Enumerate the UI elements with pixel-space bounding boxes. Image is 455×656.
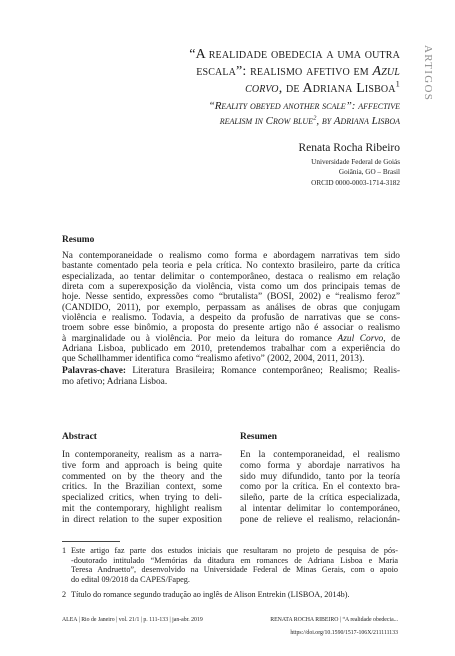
abstract-line: que Schøllhammer identifica como “realismo afetivo” (2002, 2004, 2011, 2013). [62, 354, 365, 365]
abstract-es-line: pone de relieve el realismo, relacionán- [240, 514, 400, 525]
abstract-line: (CANDIDO, 2011), por exemplo, perpassam as análises de obras que conjugam [62, 302, 400, 313]
abstract-text: , de [383, 333, 400, 344]
subtitle-line: “Reality obeyed another scale”: affective [208, 99, 400, 112]
abstract-es-line: como forma y abordaje narrativos ha [240, 460, 400, 471]
article-english-title [120, 99, 400, 129]
abstract-en-line: commented on by the theory and the [62, 471, 222, 482]
abstract-es-line: como por la crítica. En el contexto bra- [240, 482, 400, 493]
footnote-number: 2 [62, 590, 67, 599]
affiliation-orcid: ORCID 0000-0003-1714-3182 [311, 178, 400, 187]
footnote-1 [71, 546, 398, 584]
keywords [62, 366, 400, 387]
abstract-novel-name: Azul Corvo [337, 333, 384, 344]
affiliation-institution: Universidade Federal de Goiás [311, 157, 400, 166]
abstract-line: especializada, ao tentar delimitar o contemporâneo, destaca o realismo em relação [62, 271, 400, 282]
abstract-en-heading: Abstract [62, 432, 97, 442]
abstract-line [62, 334, 400, 344]
abstract-line: Adriana Lisboa, publicado em 2010, pretendemos trabalhar com a experiência do [62, 344, 400, 355]
abstract-es-line: sido muy difundido, tanto por la teoría [240, 471, 400, 482]
footnote-line: Teresa Andruetto”, desenvolvido na Universidade Federal de Minas Gerais, com o apoio [71, 565, 398, 575]
section-label: ARTIGOS [422, 45, 434, 102]
abstract-pt-body [62, 251, 400, 365]
abstract-en-line: specialized critics, when trying to deli- [62, 493, 222, 504]
article-title [120, 46, 400, 97]
author-affiliation [200, 157, 400, 189]
footnote-number: 1 [62, 546, 67, 555]
footer-doi-link[interactable]: https://doi.org/10.1590/1517-106X/211111133 [290, 630, 398, 636]
abstract-en-line: critics. In the Brazilian context, some [62, 482, 222, 493]
footnote-line: Título do romance segundo tradução ao inglês de Alison Entrekin (LISBOA, 2014b). [71, 590, 350, 599]
abstract-line: violência e realismo. Todavia, a despeito da profusão de narrativas que se cons- [62, 313, 400, 324]
author-name: Renata Rocha Ribeiro [298, 142, 400, 154]
abstract-en-line: In contemporaneity, realism as a narra- [62, 450, 222, 460]
subtitle-line [120, 114, 400, 129]
abstract-en-line: mit the contemporary, highlight realism [62, 503, 222, 514]
footnote-line: -doutorado intitulado “Memórias da ditadura em romances de Adriana Lisboa e Maria [71, 555, 398, 565]
footer-running-head: RENATA ROCHA RIBEIRO | “A realidade obedecia... [270, 617, 398, 623]
abstract-en-line: in direct relation to the super exposition [62, 514, 222, 525]
abstract-es-line: En la contemporaneidad, el realismo [240, 450, 400, 460]
abstract-line: troem sobre esse binômio, a proposta do presente artigo não é associar o realismo [62, 323, 400, 334]
affiliation-location: Goiânia, GO – Brasil [338, 168, 400, 176]
title-line: “A realidade obedecia a uma outra [189, 47, 400, 62]
abstract-es-body [240, 450, 400, 526]
abstract-line: bastante comentado pela teoria e pela crítica. No contexto brasileiro, parte da crítica [62, 261, 400, 272]
footnote-line: Este artigo faz parte dos estudos iniciais que resultaram no projeto de pesquisa de pós- [71, 546, 398, 555]
abstract-text: à marginalidade ou à violência. Por meio da leitura do romance [62, 333, 338, 344]
keywords-line: mo afetivo; Adriana Lisboa. [62, 376, 168, 387]
subtitle-text: , by Adriana Lisboa [316, 114, 400, 127]
title-novel-name: Azul [372, 64, 400, 79]
keywords-text: Literatura Brasileira; Romance contemporâneo; Realismo; Realis- [132, 366, 400, 376]
abstract-line: hoje. Nesse sentido, expressões como “brutalista” (BOSI, 2002) e “realismo feroz” [62, 292, 400, 303]
abstract-line: direta com a superexposição da violência, vista como um dos principais temas de [62, 282, 400, 293]
abstract-es-line: sileño, parte de la crítica especializada, [240, 493, 400, 504]
title-line [120, 63, 400, 80]
title-line [120, 80, 400, 97]
title-text: escala”: realismo afetivo em [196, 64, 373, 79]
title-text: , de Adriana Lisboa [278, 81, 396, 96]
abstract-en-body [62, 450, 222, 526]
footnote-divider [62, 541, 120, 542]
footnote-line: do edital 09/2018 da CAPES/Fapeg. [71, 574, 190, 584]
abstract-es-heading: Resumen [240, 432, 277, 442]
footer-journal-info: ALEA | Rio de Janeiro | vol. 21/1 | p. 111-133 | jan-abr. 2019 [62, 617, 203, 623]
abstract-line: Na contemporaneidade o realismo como forma e abordagem narrativas tem sido [62, 251, 400, 261]
subtitle-text: realism in Crow blue [219, 114, 314, 127]
title-footnote-ref: 1 [395, 79, 400, 89]
keywords-line [62, 366, 400, 377]
abstract-es-line: al intentar delimitar lo contemporáneo, [240, 503, 400, 514]
footnote-2 [71, 590, 398, 600]
title-novel-name: corvo [245, 81, 279, 96]
abstract-en-line: tive form and approach is being quite [62, 460, 222, 471]
subtitle-footnote-ref: 2 [313, 113, 317, 121]
keywords-label: Palavras-chave: [62, 366, 127, 376]
abstract-pt-heading: Resumo [62, 235, 95, 245]
